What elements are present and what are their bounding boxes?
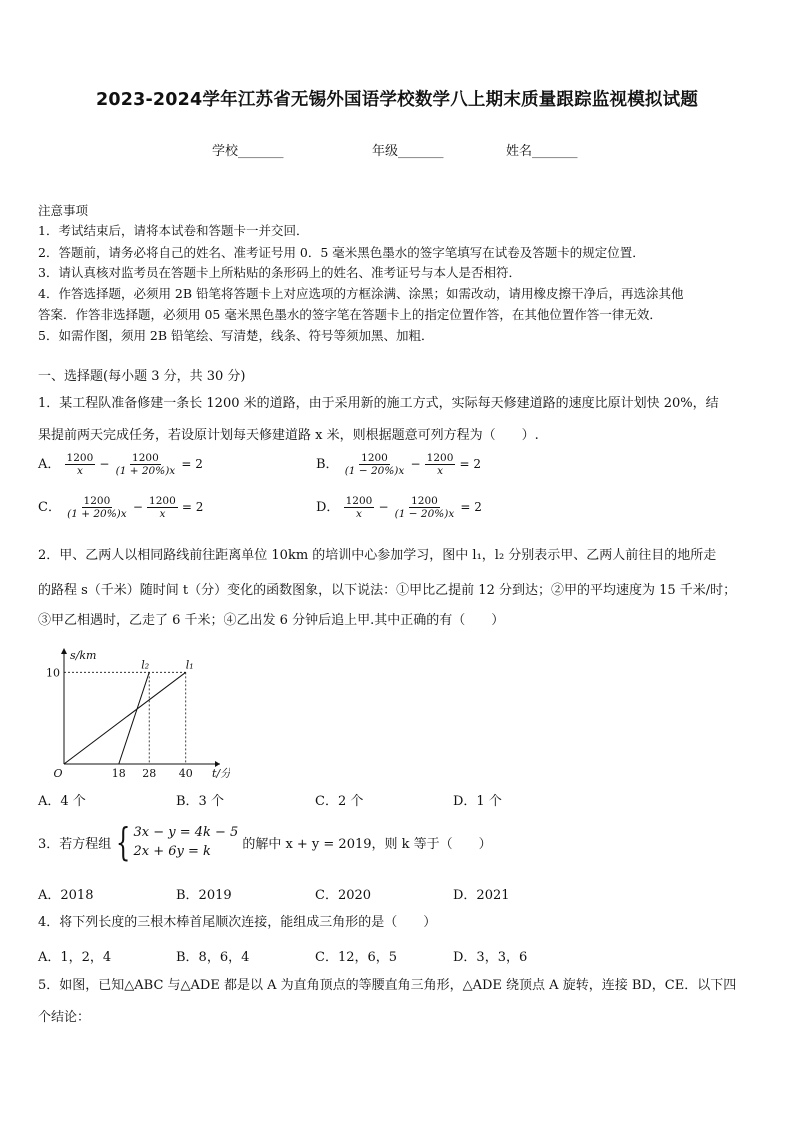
option-a: A．1，2，4 <box>38 950 112 965</box>
equation-rhs: = 2 <box>460 500 482 514</box>
equation-rhs: = 2 <box>181 457 203 471</box>
x-tick-label: 28 <box>142 767 157 778</box>
denominator: x <box>159 508 166 520</box>
notice-item: 1．考试结束后，请将本试卷和答题卡一并交回． <box>38 223 309 238</box>
series-line-1 <box>64 672 186 764</box>
x-axis-label: t/分 <box>212 767 230 778</box>
equation-rhs: = 2 <box>459 457 482 471</box>
option-c <box>38 495 203 520</box>
notice-item: 4．作答选择题，必须用 2B 铅笔将答题卡上对应选项的方框涂满、涂黑；如需改动，请用橡皮擦干净后，再选涂其他 <box>38 286 684 301</box>
numerator: 1200 <box>345 495 373 507</box>
equation-rhs: = 2 <box>181 500 204 514</box>
notice-heading: 注意事项 <box>38 203 89 218</box>
option-label: A． <box>38 457 61 472</box>
series-label-1: l₁ <box>185 658 194 672</box>
origin-label: O <box>53 767 63 778</box>
numerator: 1200 <box>149 495 176 507</box>
distance-time-chart <box>40 644 230 782</box>
option-b: B．8，6，4 <box>176 950 250 965</box>
denominator: x <box>76 465 83 477</box>
denominator: x <box>355 508 362 520</box>
chart-svg <box>40 644 230 778</box>
question-text: 5．如图，已知△ABC 与△ADE 都是以 A 为直角顶点的等腰直角三角形，△ADE 绕顶点 A 旋转，连接 BD，CE．以下四 <box>38 978 737 993</box>
denominator: (1 − 20%)x <box>344 465 405 477</box>
numerator: 1200 <box>361 452 388 464</box>
option-d <box>316 495 482 520</box>
denominator: (1 + 20%)x <box>67 508 127 520</box>
series-label-2: l₂ <box>141 658 150 672</box>
denominator: (1 − 20%)x <box>394 508 455 520</box>
question-suffix: 的解中 x + y = 2019，则 k 等于（ ） <box>242 836 492 852</box>
option-c: C．2020 <box>315 888 372 903</box>
section-heading: 一、选择题(每小题 3 分，共 30 分) <box>38 369 246 384</box>
option-d: D．1 个 <box>453 794 502 809</box>
x-tick-label: 18 <box>111 767 126 778</box>
numerator: 1200 <box>411 495 438 507</box>
series-line-2 <box>119 672 149 764</box>
denominator: (1 + 20%)x <box>115 465 176 477</box>
equation-1: 3x − y = 4k − 5 <box>133 825 239 840</box>
option-b: B．2019 <box>176 888 232 903</box>
denominator: x <box>437 465 443 477</box>
question-text: 4．将下列长度的三根木棒首尾顺次连接，能组成三角形的是（ ） <box>38 915 437 930</box>
minus-sign: − <box>378 500 389 514</box>
notice-item: 3．请认真核对监考员在答题卡上所粘贴的条形码上的姓名、准考证号与本人是否相符． <box>38 265 521 280</box>
minus-sign: − <box>410 457 421 471</box>
option-a <box>38 452 203 477</box>
name-field: 姓名_______ <box>506 144 578 159</box>
equation-2: 2x + 6y = k <box>133 844 211 859</box>
question-text: 1．某工程队准备修建一条长 1200 米的道路，由于采用新的施工方式，实际每天修建道路的速度比原计划快 20%，结 <box>38 396 719 411</box>
y-axis-label: s/km <box>70 649 97 662</box>
y-axis-arrow <box>61 648 67 654</box>
option-label: B． <box>316 457 339 472</box>
question-text <box>38 820 492 864</box>
option-b <box>316 452 481 477</box>
notice-item: 答案．作答非选择题，必须用 05 毫米黑色墨水的签字笔在答题卡上的指定位置作答，在其他位置作答一律无效． <box>38 307 662 322</box>
option-c: C．2 个 <box>315 794 364 809</box>
option-d: D．3，3，6 <box>453 950 528 965</box>
y-tick-label: 10 <box>46 666 60 680</box>
question-text: 2．甲、乙两人以相同路线前往距离单位 10km 的培训中心参加学习，图中 l₁，l₂ 分别表示甲、乙两人前往目的地所走 <box>38 548 717 563</box>
question-text: 的路程 s（千米）随时间 t（分）变化的函数图象，以下说法：①甲比乙提前 12 分到达；②甲的平均速度为 15 千米/时； <box>38 583 737 598</box>
numerator: 1200 <box>132 452 159 464</box>
numerator: 1200 <box>83 495 111 507</box>
option-label: D． <box>316 500 340 515</box>
option-c: C．12，6，5 <box>315 950 398 965</box>
option-label: C． <box>38 500 61 515</box>
minus-sign: − <box>99 457 110 471</box>
option-a: A．4 个 <box>38 794 86 809</box>
grade-field: 年级_______ <box>372 144 444 159</box>
notice-item: 2．答题前，请务必将自己的姓名、准考证号用 0．5 毫米黑色墨水的签字笔填写在试卷及答题卡的规定位置． <box>38 245 645 260</box>
question-text: 个结论： <box>38 1010 91 1025</box>
option-d: D．2021 <box>453 888 510 903</box>
school-field: 学校_______ <box>212 144 284 159</box>
notice-item: 5．如需作图，须用 2B 铅笔绘、写清楚，线条、符号等须加黑、加粗． <box>38 328 434 343</box>
question-text: 果提前两天完成任务，若设原计划每天修建道路 x 米，则根据题意可列方程为（ ）. <box>38 428 539 443</box>
question-prefix: 3．若方程组 <box>38 836 112 852</box>
option-a: A．2018 <box>38 888 94 903</box>
numerator: 1200 <box>66 452 94 464</box>
x-tick-label: 40 <box>178 767 193 778</box>
equation-system <box>111 820 239 864</box>
exam-title: 2023-2024学年江苏省无锡外国语学校数学八上期末质量跟踪监视模拟试题 <box>95 90 699 110</box>
brace-icon: { <box>116 820 131 864</box>
numerator: 1200 <box>426 452 454 464</box>
option-b: B．3 个 <box>176 794 224 809</box>
minus-sign: − <box>132 500 143 514</box>
question-text: ③甲乙相遇时，乙走了 6 千米；④乙出发 6 分钟后追上甲.其中正确的有（ ） <box>38 613 505 628</box>
